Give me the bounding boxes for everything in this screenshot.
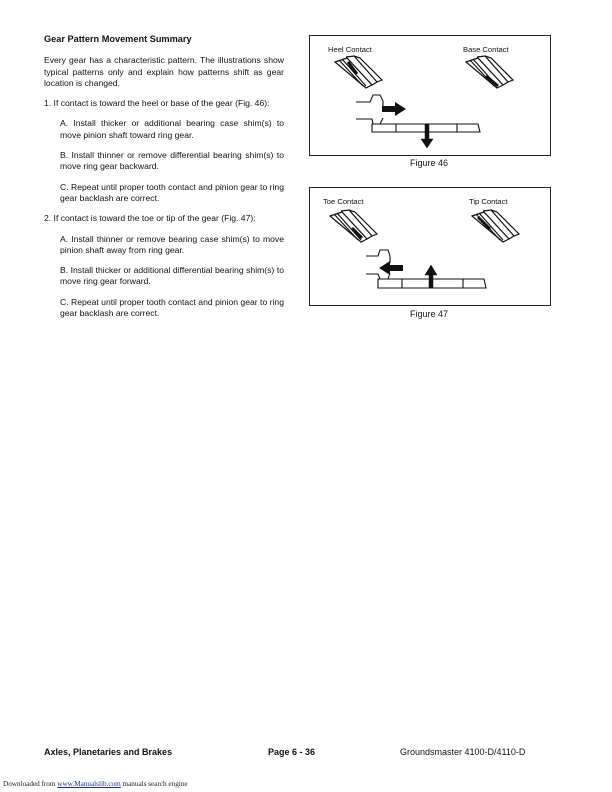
step-2: 2. If contact is toward the toe or tip of the gear (Fig. 47):: [44, 213, 256, 224]
base-contact-label: Base Contact: [463, 45, 509, 54]
left-arrow-icon: [379, 261, 403, 275]
footer-page-number: Page 6 - 36: [268, 747, 316, 757]
manualslib-link[interactable]: www.Manualslib.com: [57, 780, 121, 788]
step-1b: B. Install thinner or remove differential bearing shim(s) to move ring gear backward.: [60, 150, 284, 172]
footer-section: Axles, Planetaries and Brakes: [44, 747, 173, 757]
step-1c: C. Repeat until proper tooth contact and pinion gear to ring gear backlash are correct.: [60, 181, 284, 203]
step-2c: C. Repeat until proper tooth contact and pinion gear to ring gear backlash are correct.: [60, 296, 284, 319]
figure-46-caption: Figure 46: [409, 158, 449, 168]
section-heading: Gear Pattern Movement Summary: [44, 34, 192, 44]
step-1: 1. If contact is toward the heel or base of the gear (Fig. 46):: [44, 98, 270, 109]
download-prefix: Downloaded from: [3, 780, 58, 788]
intro-paragraph: Every gear has a characteristic pattern. The illustrations show typical patterns only and explain how patterns shift as gear location is changed.: [44, 55, 284, 88]
up-arrow-icon: [425, 265, 437, 288]
tip-tooth-icon: [472, 210, 519, 242]
step-1a: A. Install thicker or additional bearing case shim(s) to move pinion shaft toward ring gear.: [60, 118, 284, 140]
download-suffix: manuals search engine: [120, 780, 188, 788]
step-2b: B. Install thicker or additional differential bearing shim(s) to move ring gear forward.: [60, 265, 284, 287]
toe-contact-label: Toe Contact: [323, 197, 364, 206]
figure-47-caption: Figure 47: [409, 309, 449, 319]
footer-model: Groundsmaster 4100-D/4110-D: [400, 747, 526, 757]
toe-tooth-icon: [330, 210, 377, 242]
heel-contact-label: Heel Contact: [328, 45, 372, 54]
download-notice: [3, 780, 188, 788]
step-2a: A. Install thinner or remove bearing case shim(s) to move pinion shaft away from ring gear.: [60, 233, 284, 255]
tip-contact-label: Tip Contact: [469, 197, 508, 206]
